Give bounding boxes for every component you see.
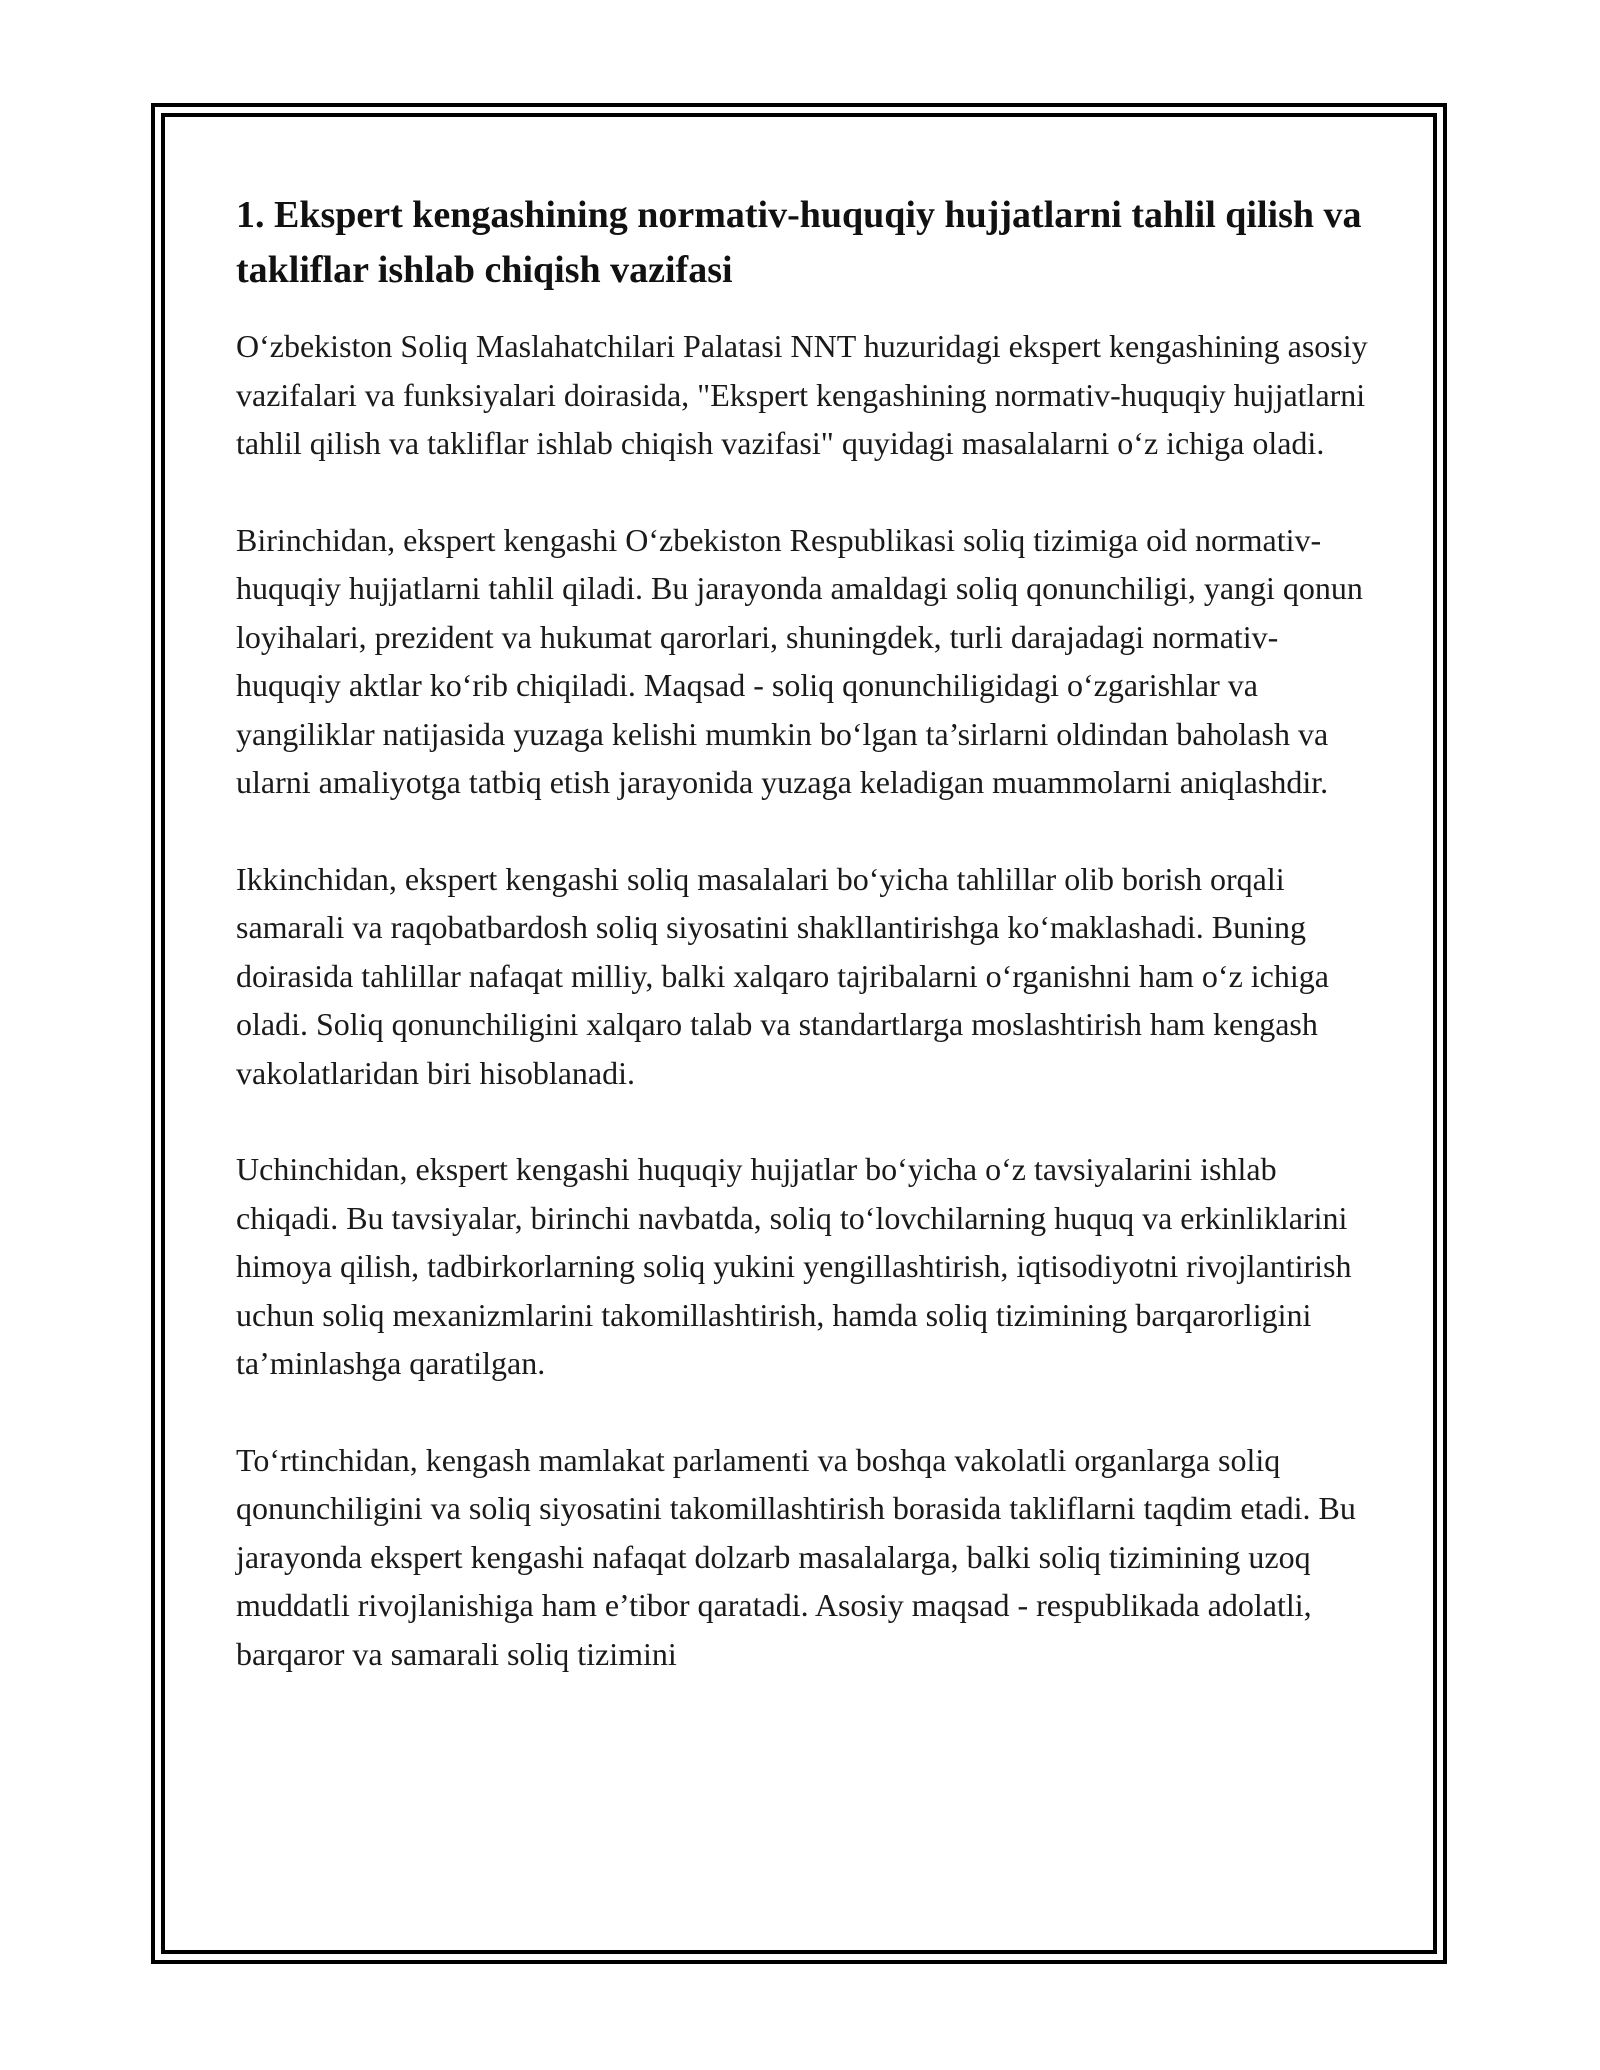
paragraph-third: Uchinchidan, ekspert kengashi huquqiy hujjatlar bo‘yicha o‘z tavsiyalarini ishlab chiqadi. Bu tavsiyalar, birinchi navbatda, soliq to‘lovchilarning huquq va erkinliklarini himoya qilish, tadbirkorlarning soliq yukini yengillashtirish, iqtisodiyotni rivojlantirish uchun soliq mexanizmlarini takomillashtirish, hamda soliq tizimining barqarorligini ta’minlashga qaratilgan. bbox=[236, 1151, 1352, 1381]
paragraph-fourth: To‘rtinchidan, kengash mamlakat parlamenti va boshqa vakolatli organlarga soliq qonunchiligini va soliq siyosatini takomillashtirish borasida takliflarni taqdim etadi. Bu jarayonda ekspert kengashi nafaqat dolzarb masalalarga, balki soliq tizimining uzoq muddatli rivojlanishiga ham e’tibor qaratadi. Asosiy maqsad - respublikada adolatli, barqaror va samarali soliq tizimini bbox=[236, 1441, 1356, 1672]
section-heading: 1. Ekspert kengashining normativ-huquqiy hujjatlarni tahlil qilish va takliflar ishlab chiqish vazifasi bbox=[236, 194, 1362, 291]
paragraph-second: Ikkinchidan, ekspert kengashi soliq masalalari bo‘yicha tahlillar olib borish orqali samarali va raqobatbardosh soliq siyosatini shakllantirishga ko‘maklashadi. Buning doirasida tahlillar nafaqat milliy, balki xalqaro tajribalarni o‘rganishni ham o‘z ichiga oladi. Soliq qonunchiligini xalqaro talab va standartlarga moslashtirish ham kengash vakolatlaridan biri hisoblanadi. bbox=[236, 860, 1329, 1091]
paragraph-first: Birinchidan, ekspert kengashi O‘zbekiston Respublikasi soliq tizimiga oid normativ-huquqiy hujjatlarni tahlil qiladi. Bu jarayonda amaldagi soliq qonunchiligi, yangi qonun loyihalari, prezident va hukumat qarorlari, shuningdek, turli darajadagi normativ-huquqiy aktlar ko‘rib chiqiladi. Maqsad - soliq qonunchiligidagi o‘zgarishlar va yangiliklar natijasida yuzaga kelishi mumkin bo‘lgan ta’sirlarni oldindan baholash va ularni amaliyotga tatbiq etish jarayonida yuzaga keladigan muammolarni aniqlashdir. bbox=[236, 521, 1363, 800]
paragraph-intro: O‘zbekiston Soliq Maslahatchilari Palatasi NNT huzuridagi ekspert kengashining asosiy vazifalari va funksiyalari doirasida, "Ekspert kengashining normativ-huquqiy hujjatlarni tahlil qilish va takliflar ishlab chiqish vazifasi" quyidagi masalalarni o‘z ichiga oladi. bbox=[236, 328, 1368, 461]
document-body bbox=[236, 188, 1376, 1726]
